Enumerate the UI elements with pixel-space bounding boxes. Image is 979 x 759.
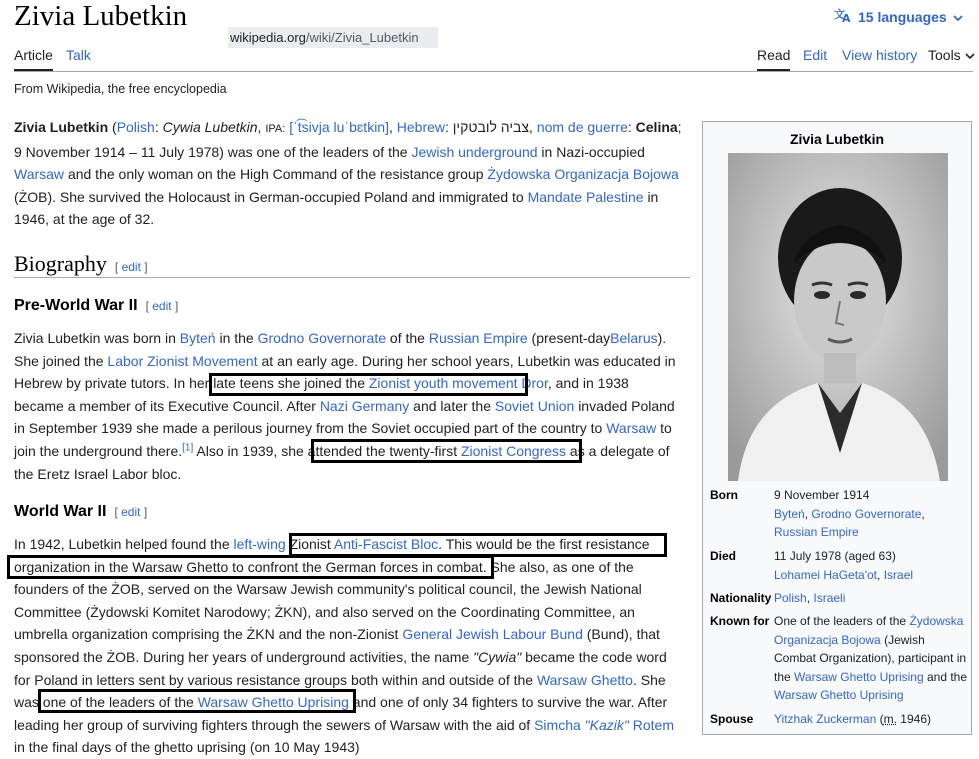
nom-name: Celina [635, 119, 678, 135]
infobox-label: Died [710, 549, 737, 563]
edit-biography-link[interactable]: edit [121, 260, 141, 274]
svg-text:文: 文 [834, 8, 845, 21]
infobox-row-died [710, 547, 972, 585]
ww2-text: organization in the Warsaw Ghetto to confront the German forces in combat. She also, as one of the [14, 558, 634, 575]
link-zob[interactable]: Żydowska Organizacja Bojowa [487, 166, 679, 183]
infobox-row-known-for [710, 612, 972, 708]
infobox-row-born [710, 486, 972, 542]
reference-1[interactable]: [1] [182, 442, 194, 454]
prewar-text: the Eretz Israel Labor bloc. [14, 465, 182, 482]
prewar-text: in September 1939 she made a perilous journey from the Soviet occupied part of the country to [14, 420, 603, 437]
ww2-text: leading her group of surviving fighters through the sewers of Warsaw with the aid of [14, 716, 531, 733]
site-tagline: From Wikipedia, the free encyclopedia [14, 82, 227, 96]
ww2-text: Zionist [289, 536, 331, 552]
intro-text-5: in [647, 188, 659, 205]
link-grodno[interactable]: Grodno Governorate [811, 506, 922, 521]
tab-view-history[interactable]: View history [842, 47, 918, 63]
heading-biography: Biography [ edit ] [14, 251, 148, 276]
married-abbr: m. [883, 712, 897, 726]
simcha-text: Simcha [534, 716, 581, 733]
link-russian-empire[interactable]: Russian Empire [428, 330, 528, 346]
infobox [702, 121, 972, 735]
link-ipa[interactable]: [ˈt͡sivja luˈbɛtkin] [289, 119, 389, 135]
prewar-text: join the underground there. [14, 442, 183, 459]
ww2-text: for Poland in letters sent by various resistance groups both within and outside of the [14, 671, 534, 688]
link-hebrew[interactable]: Hebrew [396, 119, 446, 135]
link-labor-zionist[interactable]: Labor Zionist Movement [107, 352, 258, 369]
intro-text-1: 9 November 1914 – 11 July 1978) was one of the leaders of the [14, 143, 408, 160]
prewar-text: as a delegate of [569, 442, 670, 459]
infobox-label: Known for [710, 614, 770, 628]
link-lohamei[interactable]: Lohamei HaGeta'ot [774, 567, 878, 582]
link-israel[interactable]: Israel [883, 567, 914, 582]
svg-text:A: A [842, 12, 851, 23]
ww2-text: in the final days of the ghetto uprising (on 10 May 1943) [14, 739, 360, 756]
ww2-text: became the code word [525, 648, 667, 665]
infobox-row-spouse [710, 710, 972, 730]
infobox-value: Polish, Israeli [774, 591, 846, 605]
rotem-text: Rotem [632, 716, 674, 733]
tab-read[interactable]: Read [757, 47, 791, 63]
link-warsaw-ghetto-uprising[interactable]: Warsaw Ghetto Uprising [774, 688, 904, 702]
ww2-text: and one of only 34 fighters to survive the war. After [352, 694, 668, 711]
link-polish[interactable]: Polish [116, 119, 155, 135]
heading-divider [14, 277, 690, 278]
url-path: /wiki/Zivia_Lubetkin [305, 30, 419, 45]
prewar-text: to [660, 420, 672, 437]
link-israeli[interactable]: Israeli [813, 591, 846, 605]
infobox-title: Zivia Lubetkin [789, 131, 885, 147]
ww2-text: umbrella organization comprising the ŻKN and the non-Zionist [14, 626, 399, 643]
chevron-down-icon [953, 9, 963, 25]
infobox-row-nationality [710, 589, 972, 609]
intro-paragraph: Zivia Lubetkin (Polish: Cywia Lubetkin, IPA: [ˈt͡sivja luˈbɛtkin], Hebrew: צביה לובטקין, nom de guerre: Celina; 9 November 1914 – 11 July 1978) was one of the leaders of the Jewish underground in Nazi-occupied Warsaw and the only woman on the High Command of the resistance group Żydowska Organizacja Bojowa (ŻOB). She survived the Holocaust in German-occupied Poland and immigrated to Mandate Palestine in 1946, at the age of 32. [14, 119, 682, 228]
link-dror[interactable]: Dror [521, 375, 548, 392]
languages-label: 15 languages [858, 9, 947, 25]
translate-icon [834, 7, 852, 27]
polish-name: Cywia Lubetkin [162, 119, 258, 135]
tabs-divider [14, 71, 973, 72]
heading-pre-ww2-text: Pre-World War II [14, 297, 138, 314]
died-date: 11 July 1978 (aged 63) [774, 549, 896, 563]
heading-biography-text: Biography [14, 251, 107, 276]
link-yitzhak-zuckerman[interactable]: Yitzhak Zuckerman [774, 712, 877, 726]
link-byten[interactable]: Byteń [179, 330, 216, 346]
tab-article[interactable]: Article [14, 47, 53, 63]
link-russian-empire[interactable]: Russian Empire [774, 525, 859, 539]
link-warsaw[interactable]: Warsaw [606, 420, 657, 437]
ipa-label: IPA: [265, 123, 286, 135]
link-zionist-youth[interactable]: Zionist youth movement [368, 375, 518, 392]
ww2-text: . This would be the first resistance [438, 536, 650, 552]
ww2-text: Committee (Żydowski Komitet Narodowy; ŻKN), and also served on the Coordinating Committee, an [14, 603, 635, 620]
infobox-label: Nationality [710, 591, 772, 605]
page-title: Zivia Lubetkin [14, 0, 188, 32]
link-warsaw-ghetto-uprising[interactable]: Warsaw Ghetto Uprising [794, 669, 924, 684]
infobox-label: Born [710, 488, 738, 502]
heading-pre-ww2: Pre-World War II [ edit ] [14, 297, 179, 314]
cywia-text: "Cywia" [473, 648, 522, 665]
intro-text-2: in Nazi-occupied [541, 143, 645, 160]
prewar-text: She joined the [14, 352, 104, 369]
marriage-year: 1946 [900, 712, 927, 726]
link-soviet-union[interactable]: Soviet Union [494, 397, 575, 414]
prewar-paragraph [14, 327, 690, 485]
link-simcha-rotem[interactable] [534, 717, 674, 733]
link-bund[interactable]: General Jewish Labour Bund [402, 626, 583, 643]
edit-ww2-link[interactable]: edit [121, 505, 141, 519]
link-anti-fascist-bloc[interactable]: Anti-Fascist Bloc [333, 536, 439, 552]
known-text: (Jewish Combat Organization), participant in the [774, 632, 967, 684]
known-text: and the [926, 669, 968, 684]
portrait-photo[interactable] [728, 153, 948, 481]
prewar-text: and later the [413, 397, 492, 414]
intro-text-3: and the only woman on the High Command of the resistance group [67, 166, 484, 183]
prewar-text: , and in 1938 [547, 375, 629, 392]
heading-ww2-text: World War II [14, 503, 107, 520]
link-mandate-palestine[interactable]: Mandate Palestine [527, 188, 644, 205]
infobox-value: 11 July 1978 (aged 63) Lohamei HaGeta'ot, Israel [774, 549, 914, 582]
born-date: 9 November 1914 [774, 488, 870, 502]
prewar-text: invaded Poland [578, 397, 675, 414]
tab-talk[interactable]: Talk [66, 47, 91, 63]
url-domain: wikipedia.org [230, 30, 306, 45]
link-warsaw-ghetto-uprising[interactable]: Warsaw Ghetto Uprising [197, 694, 349, 711]
link-byten[interactable]: Byteń [774, 506, 805, 521]
link-warsaw[interactable]: Warsaw [14, 166, 65, 183]
link-left-wing[interactable]: left-wing [233, 536, 286, 552]
prewar-text: became a member of its Executive Council. After [14, 397, 316, 414]
link-warsaw-ghetto[interactable]: Warsaw Ghetto [536, 671, 633, 688]
edit-pre-ww2-link[interactable]: edit [152, 299, 172, 313]
prewar-text: Zivia Lubetkin was born in [14, 330, 176, 346]
chevron-down-icon [965, 47, 975, 63]
infobox-value: 9 November 1914 Byteń, Grodno Governorate, Russian Empire [774, 488, 925, 539]
known-text: One of the leaders of the [774, 614, 907, 628]
link-belarus[interactable]: Belarus [610, 330, 658, 346]
tab-edit[interactable]: Edit [803, 47, 828, 63]
subject-name: Zivia Lubetkin [14, 119, 109, 135]
tools-menu[interactable] [928, 47, 975, 63]
url-tooltip [228, 27, 438, 48]
ww2-paragraph [14, 533, 690, 759]
link-nom-de-guerre[interactable]: nom de guerre [536, 119, 628, 135]
prewar-text: ). [657, 330, 667, 346]
ww2-text: . She [632, 671, 666, 688]
ww2-text: was one of the leaders of the [14, 694, 194, 711]
intro-text-6: 1946, at the age of 32. [14, 211, 155, 228]
prewar-text: Also in 1939, she attended the twenty-first [196, 442, 458, 459]
infobox-value [774, 612, 970, 705]
prewar-text: at an early age. During her school years, Lubetkin was educated in [261, 352, 676, 369]
link-polish[interactable]: Polish [774, 591, 807, 605]
ww2-text: sponsored the ŻOB. During her years of underground activities, the name [14, 648, 470, 665]
ww2-text: (Bund), that [586, 626, 660, 643]
hebrew-name: צביה לובטקין [452, 119, 530, 135]
infobox-label: Spouse [710, 712, 754, 726]
languages-button[interactable] [834, 7, 963, 27]
link-zob[interactable]: Żydowska Organizacja Bojowa [774, 614, 964, 647]
link-zionist-congress[interactable]: Zionist Congress [460, 442, 567, 459]
prewar-text: of the [389, 330, 425, 346]
prewar-text: Hebrew by private tutors. In her late teens she joined the [14, 375, 365, 392]
link-jewish-underground[interactable]: Jewish underground [411, 143, 538, 160]
prewar-text: in the [219, 330, 254, 346]
ww2-text: In 1942, Lubetkin helped found the [14, 536, 230, 552]
infobox-value: Yitzhak Zuckerman (m. 1946) [774, 712, 931, 726]
tools-label: Tools [928, 47, 961, 63]
kazik-text: "Kazik" [584, 716, 629, 733]
link-grodno[interactable]: Grodno Governorate [257, 330, 387, 346]
heading-ww2: World War II [ edit ] [14, 503, 148, 520]
prewar-text: (present-day [531, 330, 611, 346]
link-nazi-germany[interactable]: Nazi Germany [319, 397, 410, 414]
ww2-text: founders of the ŻOB, served on the Warsaw Jewish community's political council, the Jewish National [14, 581, 642, 598]
intro-text-4: (ŻOB). She survived the Holocaust in German-occupied Poland and immigrated to [14, 188, 524, 205]
